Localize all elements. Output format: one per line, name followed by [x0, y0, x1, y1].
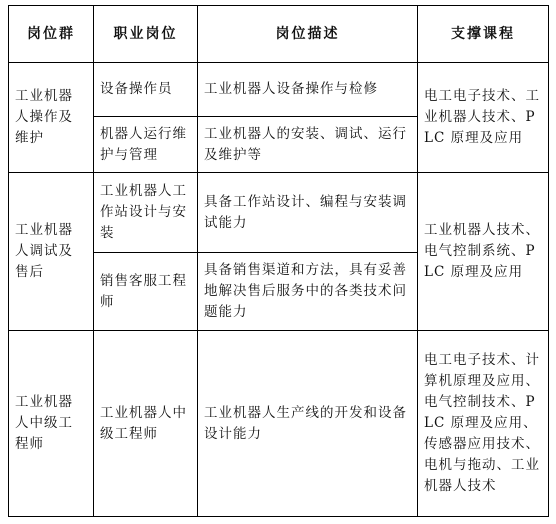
table-row: [9, 63, 549, 117]
position-cell: 设备操作员: [94, 63, 198, 117]
description-cell: 工业机器人的安装、调试、运行及维护等: [198, 117, 418, 173]
courses-cell: 电工电子技术、计算机原理及应用、电气控制技术、PLC 原理及应用、传感器应用技术、电机与拖动、工业机器人技术: [418, 331, 549, 517]
courses-cell: 电工电子技术、工业机器人技术、PLC 原理及应用: [418, 63, 549, 173]
description-cell: 具备工作站设计、编程与安装调试能力: [198, 173, 418, 253]
job-group-cell: 工业机器人操作及维护: [9, 63, 94, 173]
header-job-group: 岗位群: [9, 6, 94, 63]
header-description: 岗位描述: [198, 6, 418, 63]
header-row: [9, 6, 549, 63]
job-group-cell: 工业机器人调试及售后: [9, 173, 94, 331]
table-row: [9, 331, 549, 517]
description-cell: 工业机器人生产线的开发和设备设计能力: [198, 331, 418, 517]
description-cell: 具备销售渠道和方法，具有妥善地解决售后服务中的各类技术问题能力: [198, 253, 418, 331]
header-courses: 支撑课程: [418, 6, 549, 63]
position-cell: 工业机器人工作站设计与安装: [94, 173, 198, 253]
description-cell: 工业机器人设备操作与检修: [198, 63, 418, 117]
job-group-cell: 工业机器人中级工程师: [9, 331, 94, 517]
position-cell: 工业机器人中级工程师: [94, 331, 198, 517]
position-cell: 销售客服工程师: [94, 253, 198, 331]
position-cell: 机器人运行维护与管理: [94, 117, 198, 173]
header-position: 职业岗位: [94, 6, 198, 63]
job-course-table: [8, 5, 549, 517]
table-row: [9, 173, 549, 253]
courses-cell: 工业机器人技术、电气控制系统、PLC 原理及应用: [418, 173, 549, 331]
